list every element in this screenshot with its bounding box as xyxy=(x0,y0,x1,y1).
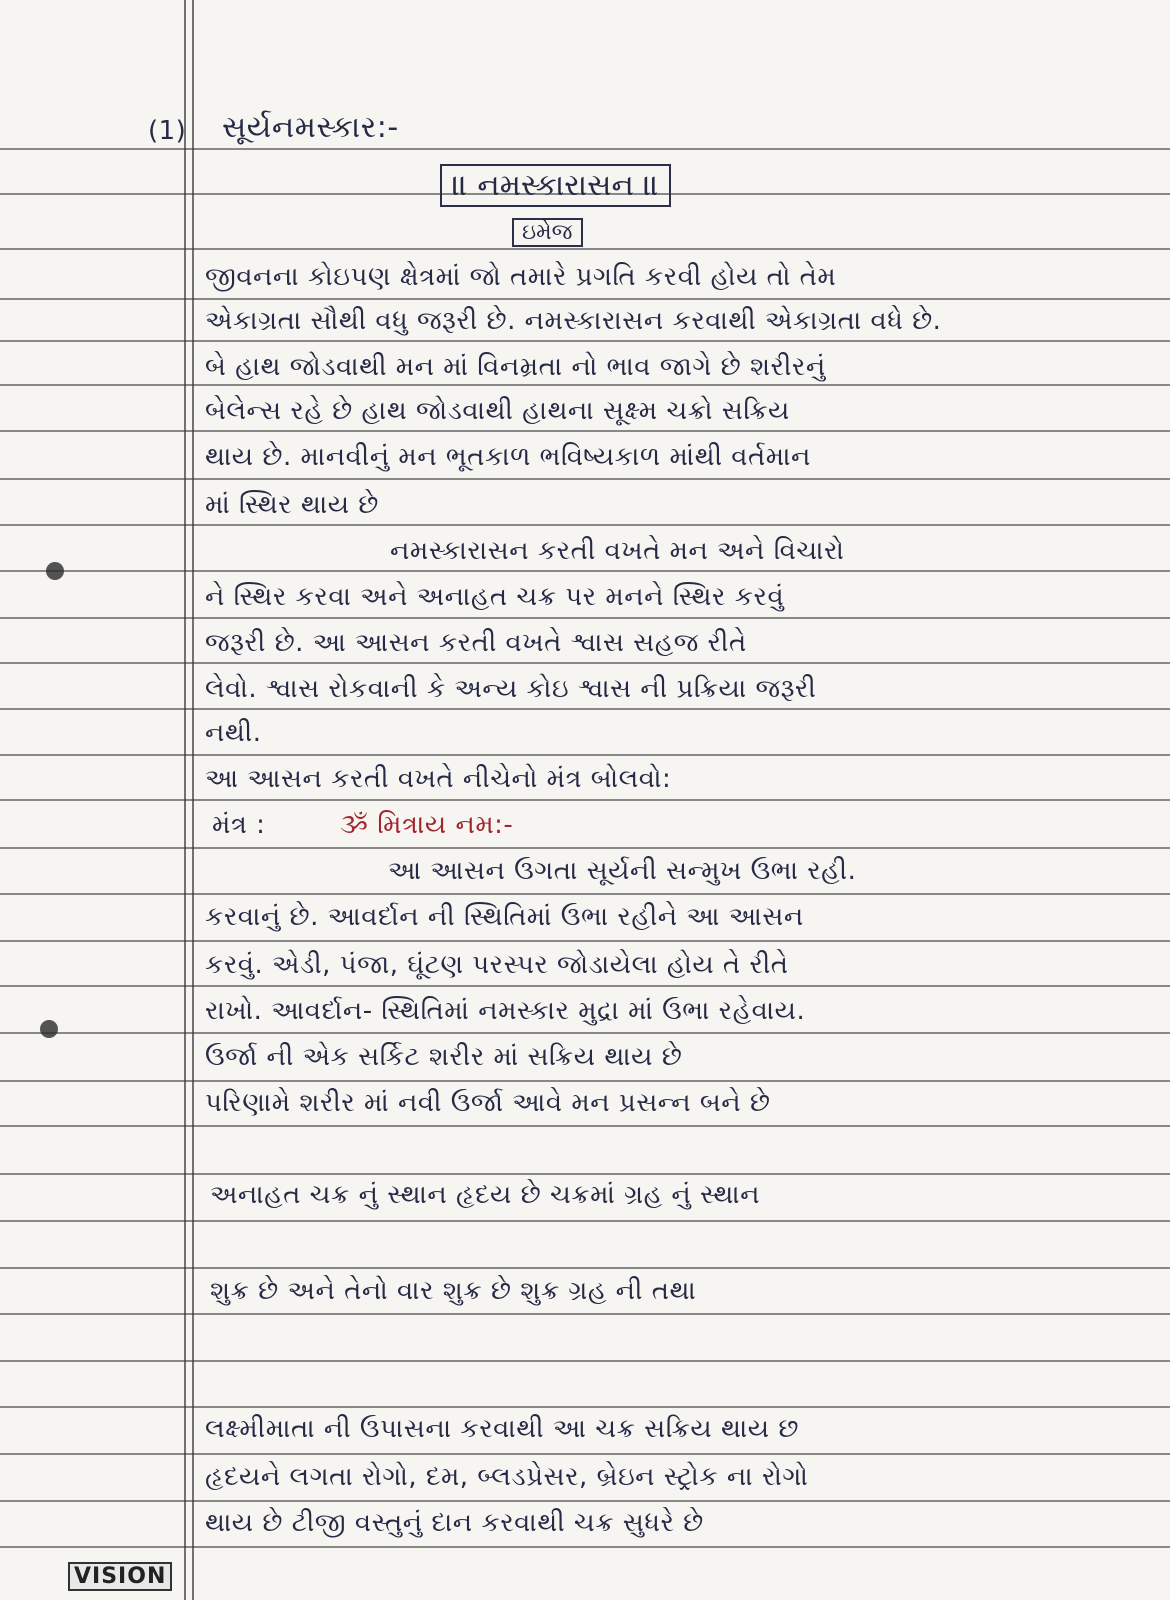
note-line: થાય છે ટીજી વસ્તુનું દાન કરવાથી ચક્ર સુધરે છે xyxy=(205,1508,704,1538)
paragraph-3-line: રાખો. આવર્દાન- સ્થિતિમાં નમસ્કાર મુદ્રા માં ઉભા રહેવાય. xyxy=(205,996,806,1026)
image-placeholder-label: ઇમેજ xyxy=(512,218,583,247)
margin-line-right xyxy=(192,0,194,1600)
punch-hole-upper xyxy=(46,562,64,580)
section-number: (1) xyxy=(148,116,187,146)
section-heading: સૂર્યનમસ્કાર:- xyxy=(222,110,399,145)
paragraph-3-line: આ આસન ઉગતા સૂર્યની સન્મુખ ઉભા રહી. xyxy=(388,856,857,886)
paragraph-3-line: કરવું. એડી, પંજા, ઘૂંટણ પરસ્પર જોડાયેલા હોય તે રીતે xyxy=(205,950,789,980)
paragraph-1-line: થાય છે. માનવીનું મન ભૂતકાળ ભવિષ્યકાળ માંથી વર્તમાન xyxy=(205,442,811,472)
paragraph-2-line: જરૂરી છે. આ આસન કરતી વખતે શ્વાસ સહજ રીતે xyxy=(205,628,747,658)
paragraph-3-line: કરવાનું છે. આવર્દાન ની સ્થિતિમાં ઉભા રહીને આ આસન xyxy=(205,902,804,932)
paragraph-2-line: નમસ્કારાસન કરતી વખતે મન અને વિચારો xyxy=(390,536,845,566)
margin-line-left xyxy=(184,0,186,1600)
paragraph-1-line: જીવનના કોઇપણ ક્ષેત્રમાં જો તમારે પ્રગતિ કરવી હોય તો તેમ xyxy=(205,262,837,292)
paragraph-2-line: નથી. xyxy=(205,718,262,748)
paragraph-1-line: માં સ્થિર થાય છે xyxy=(205,490,379,520)
note-line: લક્ષ્મીમાતા ની ઉપાસના કરવાથી આ ચક્ર સક્રિય થાય છ xyxy=(205,1414,799,1444)
paragraph-1-line: બે હાથ જોડવાથી મન માં વિનમ્રતા નો ભાવ જાગે છે શરીરનું xyxy=(205,352,826,382)
note-line: હૃદયને લગતા રોગો, દમ, બ્લડપ્રેસર, બ્રેઇન સ્ટ્રોક ના રોગો xyxy=(205,1462,809,1492)
paragraph-2-line: ને સ્થિર કરવા અને અનાહત ચક્ર પર મનને સ્થિર કરવું xyxy=(205,582,785,612)
punch-hole-lower xyxy=(40,1020,58,1038)
paragraph-1-line: બેલેન્સ રહે છે હાથ જોડવાથી હાથના સૂક્ષ્મ ચક્રો સક્રિય xyxy=(205,396,790,426)
page-title: ॥ નમસ્કારાસન ॥ xyxy=(440,164,671,207)
note-line: શુક્ર છે અને તેનો વાર શુક્ર છે શુક્ર ગ્રહ ની તથા xyxy=(210,1276,697,1306)
mantra-label: મંત્ર : xyxy=(212,810,266,840)
mantra-text: ૐ મિત્રાય નમ:- xyxy=(340,810,514,840)
paragraph-1-line: એકાગ્રતા સૌથી વધુ જરૂરી છે. નમસ્કારાસન કરવાથી એકાગ્રતા વધે છે. xyxy=(205,306,942,336)
paragraph-3-line: ઉર્જા ની એક સર્કિટ શરીર માં સક્રિય થાય છે xyxy=(205,1042,683,1072)
mantra-intro: આ આસન કરતી વખતે નીચેનો મંત્ર બોલવો: xyxy=(205,764,672,794)
paragraph-3-line: પરિણામે શરીર માં નવી ઉર્જા આવે મન પ્રસન્ન બને છે xyxy=(205,1088,771,1118)
paragraph-2-line: લેવો. શ્વાસ રોકવાની કે અન્ય કોઇ શ્વાસ ની પ્રક્રિયા જરૂરી xyxy=(205,674,817,704)
note-line: અનાહત ચક્ર નું સ્થાન હૃદય છે ચક્રમાં ગ્રહ નું સ્થાન xyxy=(210,1180,761,1210)
vision-logo: VISION xyxy=(68,1562,172,1591)
